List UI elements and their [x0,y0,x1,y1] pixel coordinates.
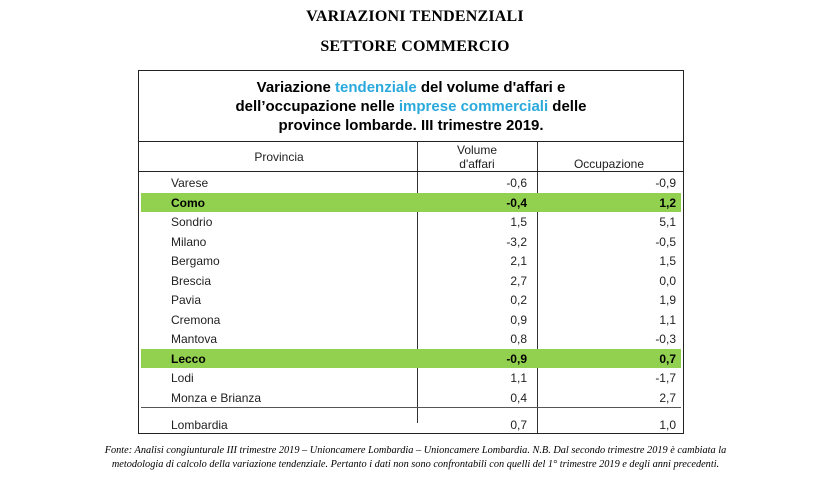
occupazione-value: 0,7 [659,351,676,366]
caption-line-2: dell’occupazione nelle imprese commerciali delle [235,98,587,115]
province-name: Pavia [171,293,202,307]
occupazione-value: 2,7 [659,390,676,405]
volume-value: -0,4 [506,195,527,210]
footnote: Fonte: Analisi congiunturale III trimestre 2019 – Unioncamere Lombardia – Unioncamere Lombardia. N.B. Dal secondo trimestre 2019 è cambiata la metodologia di calcolo della variazione tendenziale. Pertanto i dati non sono confrontabili con quelli del 1° trimestre 2019 e degli anni precedenti. [104,445,727,470]
page-title: VARIAZIONI TENDENZIALI [306,8,524,25]
table-row [141,173,681,192]
province-name: Brescia [171,273,212,288]
table-row [141,271,681,290]
volume-value: -3,2 [506,234,527,249]
occupazione-value: -1,7 [655,371,676,385]
table-row [141,388,681,407]
occupazione-value: -0,3 [655,332,676,346]
caption-highlight-tendenziale: tendenziale [335,79,417,96]
volume-value: 0,8 [510,332,527,346]
total-row [141,415,681,434]
caption-divider [139,141,683,142]
volume-value: -0,9 [506,351,527,366]
table-row [141,349,681,368]
occupazione-value: -0,5 [655,234,676,249]
page-subtitle: SETTORE COMMERCIO [320,38,510,55]
volume-value: -0,6 [506,176,527,190]
province-name: Sondrio [171,215,213,229]
data-table [138,70,684,434]
province-name: Como [171,195,205,210]
table-row [141,310,681,329]
caption-line-1: Variazione tendenziale del volume d'affari e [256,79,566,96]
volume-value: 0,9 [510,312,527,327]
occupazione-value: 0,0 [659,273,676,288]
occupazione-value: 1,1 [659,312,676,327]
header-volume: Volume d'affari [456,143,498,171]
volume-value: 1,5 [510,215,527,229]
occupazione-value: 1,2 [659,195,676,210]
province-name: Milano [171,234,207,249]
table-row [141,290,681,309]
volume-value: 2,1 [510,254,527,268]
volume-value: 0,4 [510,390,527,405]
table-caption [139,78,683,135]
header-divider [139,171,683,172]
total-divider [141,407,681,408]
province-name: Varese [171,176,209,190]
occupazione-value: 1,9 [659,293,676,307]
total-occupazione: 1,0 [659,418,676,432]
occupazione-value: 5,1 [659,215,676,229]
table-row [141,212,681,231]
table-row [141,368,681,387]
caption-line-3: province lombarde. III trimestre 2019. [278,117,544,134]
province-name: Mantova [171,332,218,346]
header-occupazione: Occupazione [573,157,645,171]
province-name: Bergamo [171,254,220,268]
table-row [141,251,681,270]
header-provincia: Provincia [254,150,304,164]
volume-value: 2,7 [510,273,527,288]
province-name: Lodi [171,371,194,385]
volume-value: 1,1 [510,371,527,385]
total-name: Lombardia [171,418,228,432]
total-volume: 0,7 [510,418,527,432]
province-name: Monza e Brianza [171,390,262,405]
occupazione-value: -0,9 [655,176,676,190]
occupazione-value: 1,5 [659,254,676,268]
province-name: Lecco [171,351,206,366]
caption-highlight-imprese: imprese commerciali [398,98,549,115]
table-row [141,193,681,212]
table-row [141,329,681,348]
province-name: Cremona [171,312,221,327]
volume-value: 0,2 [510,293,527,307]
table-row [141,232,681,251]
